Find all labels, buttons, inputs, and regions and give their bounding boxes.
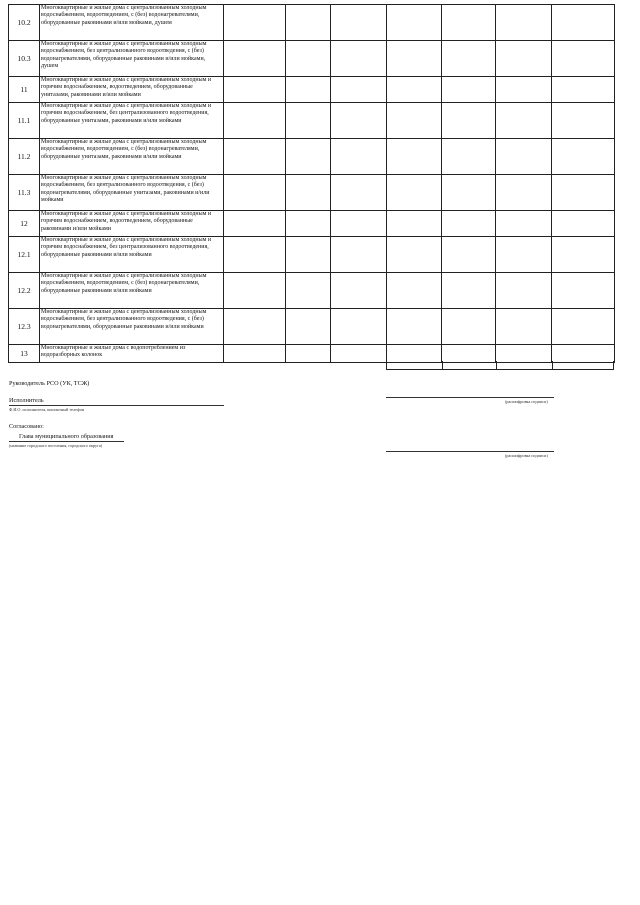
row-number: 11.1: [9, 103, 40, 139]
table-row: [9, 139, 615, 175]
row-description: Многоквартирные и жилые дома с централизованным холодным водоснабжением, без централизованного водоотведения, с (без) водонагревателями, оборудованные раковинами и/или мойками, душем: [40, 41, 224, 77]
data-cell: [224, 237, 286, 273]
data-cell: [496, 41, 552, 77]
executor-line: [9, 405, 224, 406]
data-cell: [552, 5, 615, 41]
data-cell: [331, 175, 387, 211]
data-cell: [387, 345, 442, 363]
data-cell: [496, 77, 552, 103]
data-cell: [331, 103, 387, 139]
data-cell: [224, 5, 286, 41]
data-cell: [286, 77, 331, 103]
data-cell: [552, 103, 615, 139]
table-row: [9, 273, 615, 309]
row-number: 12.2: [9, 273, 40, 309]
data-cell: [552, 211, 615, 237]
data-cell: [224, 309, 286, 345]
data-cell: [331, 345, 387, 363]
data-cell: [224, 77, 286, 103]
data-cell: [552, 41, 615, 77]
data-cell: [387, 139, 442, 175]
data-cell: [224, 41, 286, 77]
data-cell: [442, 41, 496, 77]
row-description: Многоквартирные и жилые дома с централизованным холодным и горячим водоснабжением, водоотведением, оборудованные раковинами и/или мойками: [40, 211, 224, 237]
signature-caption-2: (расшифровка подписи): [505, 453, 548, 458]
row-description: Многоквартирные и жилые дома с централизованным холодным и горячим водоснабжением, без централизованного водоотведения, оборудованные унитазами, раковинами и/или мойками: [40, 103, 224, 139]
data-cell: [387, 237, 442, 273]
data-cell: [552, 175, 615, 211]
executor-label: Исполнитель: [9, 397, 44, 404]
row-description: Многоквартирные и жилые дома с централизованным холодным водоснабжением, водоотведением, с (без) водонагревателями, оборудованные раковинами и/или мойками: [40, 273, 224, 309]
tariff-table: [8, 4, 615, 363]
municipal-line: [9, 441, 124, 442]
data-cell: [387, 103, 442, 139]
data-cell: [552, 309, 615, 345]
data-cell: [224, 103, 286, 139]
data-cell: [387, 41, 442, 77]
table-row: [9, 345, 615, 363]
table-row: [9, 309, 615, 345]
data-cell: [224, 175, 286, 211]
row-number: 11: [9, 77, 40, 103]
table-row: [9, 237, 615, 273]
row-description: Многоквартирные и жилые дома с централизованным холодным водоснабжением, водоотведением, с (без) водонагревателями, оборудованные раковинами и/или мойками, душем: [40, 5, 224, 41]
row-number: 10.2: [9, 5, 40, 41]
data-cell: [442, 237, 496, 273]
table-row: [9, 5, 615, 41]
data-cell: [496, 103, 552, 139]
municipal-caption: (название городского поселения, городского округа): [9, 443, 103, 448]
data-cell: [224, 211, 286, 237]
table-row: [9, 77, 615, 103]
data-cell: [387, 5, 442, 41]
data-cell: [442, 77, 496, 103]
data-cell: [552, 139, 615, 175]
data-cell: [331, 5, 387, 41]
data-cell: [331, 139, 387, 175]
table-trailing-row: [386, 361, 614, 370]
data-cell: [387, 273, 442, 309]
row-description: Многоквартирные и жилые дома с централизованным холодным и горячим водоснабжением, без централизованного водоотведения, оборудованные раковинами и/или мойками: [40, 237, 224, 273]
signature-caption-1: (расшифровка подписи): [505, 399, 548, 404]
data-cell: [286, 175, 331, 211]
table-row: [9, 175, 615, 211]
row-description: Многоквартирные и жилые дома с централизованным холодным водоснабжением, водоотведением, с (без) водонагревателями, оборудованные унитазами, раковинами и/или мойками: [40, 139, 224, 175]
row-description: Многоквартирные и жилые дома с централизованным холодным водоснабжением, без централизованного водоотведения, с (без) водонагревателями, оборудованные унитазами, раковинами и/или мойками: [40, 175, 224, 211]
data-cell: [286, 273, 331, 309]
row-number: 13: [9, 345, 40, 363]
data-cell: [442, 345, 496, 363]
agreed-label: Согласовано:: [9, 423, 44, 430]
row-number: 11.2: [9, 139, 40, 175]
data-cell: [224, 139, 286, 175]
data-cell: [496, 139, 552, 175]
data-cell: [442, 211, 496, 237]
row-description: Многоквартирные и жилые дома с централизованным холодным водоснабжением, без централизованного водоотведения, с (без) водонагревателями, оборудованные раковинами и/или мойками: [40, 309, 224, 345]
data-cell: [286, 103, 331, 139]
data-cell: [442, 273, 496, 309]
data-cell: [331, 309, 387, 345]
data-cell: [387, 211, 442, 237]
data-cell: [331, 41, 387, 77]
data-cell: [286, 345, 331, 363]
table-row: [9, 211, 615, 237]
data-cell: [331, 211, 387, 237]
table-row: [9, 103, 615, 139]
data-cell: [552, 345, 615, 363]
municipal-head: Глава муниципального образования: [19, 433, 114, 440]
data-cell: [387, 175, 442, 211]
data-cell: [496, 5, 552, 41]
row-number: 12: [9, 211, 40, 237]
data-cell: [387, 309, 442, 345]
data-cell: [442, 103, 496, 139]
row-number: 10.3: [9, 41, 40, 77]
data-cell: [331, 273, 387, 309]
data-cell: [442, 175, 496, 211]
data-cell: [286, 237, 331, 273]
data-cell: [442, 139, 496, 175]
data-cell: [496, 345, 552, 363]
data-cell: [552, 273, 615, 309]
data-cell: [496, 309, 552, 345]
data-cell: [552, 77, 615, 103]
row-description: Многоквартирные и жилые дома с водопотреблением из водоразборных колонок: [40, 345, 224, 363]
data-cell: [496, 175, 552, 211]
data-cell: [442, 309, 496, 345]
data-cell: [286, 5, 331, 41]
data-cell: [286, 211, 331, 237]
executor-caption: Ф.И.О. исполнителя, контактный телефон: [9, 407, 85, 412]
data-cell: [286, 309, 331, 345]
head-label: Руководитель РСО (УК, ТСЖ): [9, 380, 90, 387]
data-cell: [286, 139, 331, 175]
row-number: 12.3: [9, 309, 40, 345]
row-description: Многоквартирные и жилые дома с централизованным холодным и горячим водоснабжением, водоотведением, оборудованные унитазами, раковинами и/или мойками: [40, 77, 224, 103]
signature-line-2: [386, 451, 554, 452]
data-cell: [442, 5, 496, 41]
data-cell: [224, 345, 286, 363]
data-cell: [496, 237, 552, 273]
row-number: 12.1: [9, 237, 40, 273]
data-cell: [552, 237, 615, 273]
table-row: [9, 41, 615, 77]
data-cell: [496, 273, 552, 309]
row-number: 11.3: [9, 175, 40, 211]
signature-line-1: [386, 397, 554, 398]
data-cell: [331, 77, 387, 103]
data-cell: [387, 77, 442, 103]
data-cell: [331, 237, 387, 273]
data-cell: [224, 273, 286, 309]
data-cell: [496, 211, 552, 237]
data-cell: [286, 41, 331, 77]
